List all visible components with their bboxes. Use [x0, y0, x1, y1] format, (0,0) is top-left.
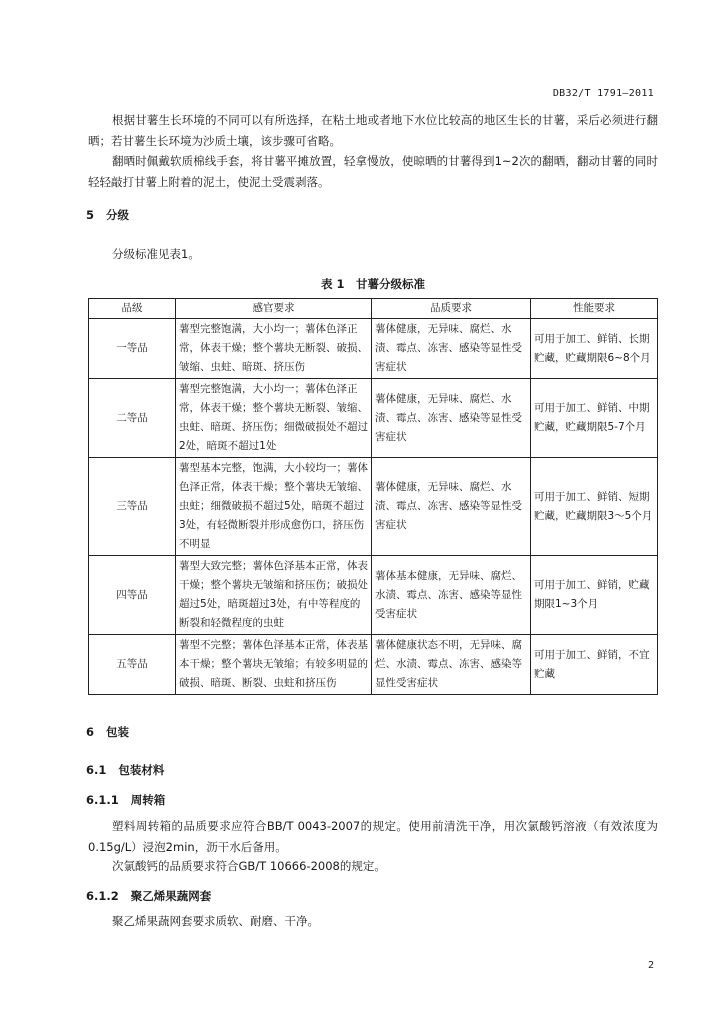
section-6-1-1-paragraph-2: 次氯酸钙的品质要求符合GB/T 10666-2008的规定。 — [112, 859, 386, 873]
grade-cell: 五等品 — [89, 635, 176, 695]
grade-cell: 四等品 — [89, 556, 176, 635]
performance-cell: 可用于加工、鲜销、短期贮藏，贮藏期限3～5个月 — [531, 458, 658, 556]
section-6-heading — [86, 724, 129, 740]
section-number: 6.1.2 — [86, 889, 119, 903]
grade-cell: 一等品 — [89, 319, 176, 379]
grade-table — [88, 298, 658, 695]
section-6-1-2-heading — [86, 888, 211, 904]
sensory-cell: 薯型大致完整；薯体色泽基本正常，体表干燥；整个薯块无皱缩和挤压伤；破损处超过5处，暗斑超过3处，有中等程度的断裂和轻微程度的虫蛀 — [176, 556, 372, 635]
section-title: 聚乙烯果蔬网套 — [130, 889, 212, 903]
column-header: 性能要求 — [531, 299, 658, 319]
section-5-text: 分级标准见表1。 — [112, 247, 200, 261]
sensory-cell: 薯型完整饱满，大小均一；薯体色泽正常，体表干燥；整个薯块无断裂、破损、皱缩、虫蛀、暗斑、挤压伤 — [176, 319, 372, 379]
section-title: 分级 — [106, 208, 130, 222]
table-row — [89, 556, 658, 635]
section-6-1-heading — [86, 762, 164, 778]
table-header-row — [89, 299, 658, 319]
section-6-1-2-paragraph-1: 聚乙烯果蔬网套要求质软、耐磨、干净。 — [112, 914, 319, 928]
quality-cell: 薯体健康，无异味、腐烂、水渍、霉点、冻害、感染等显性受害症状 — [372, 319, 531, 379]
performance-cell: 可用于加工、鲜销、长期贮藏，贮藏期限6~8个月 — [531, 319, 658, 379]
section-title: 周转箱 — [130, 793, 166, 807]
performance-cell: 可用于加工、鲜销、中期贮藏，贮藏期限5-7个月 — [531, 379, 658, 458]
grade-cell: 二等品 — [89, 379, 176, 458]
table-row — [89, 379, 658, 458]
section-title: 包装材料 — [118, 763, 165, 777]
quality-cell: 薯体健康，无异味、腐烂、水渍、霉点、冻害、感染等显性受害症状 — [372, 458, 531, 556]
performance-cell: 可用于加工、鲜销，不宜贮藏 — [531, 635, 658, 695]
section-5-heading — [86, 207, 129, 223]
quality-cell: 薯体基本健康，无异味、腐烂、水渍、霉点、冻害、感染等显性受害症状 — [372, 556, 531, 635]
section-number: 5 — [86, 208, 95, 222]
grade-cell: 三等品 — [89, 458, 176, 556]
performance-cell: 可用于加工、鲜销，贮藏期限1~3个月 — [531, 556, 658, 635]
table-title: 表 1 甘薯分级标准 — [320, 277, 425, 291]
section-title: 包装 — [106, 725, 130, 739]
column-header: 品质要求 — [372, 299, 531, 319]
section-number: 6.1.1 — [86, 793, 119, 807]
intro-paragraph-1: 根据甘薯生长环境的不同可以有所选择，在粘土地或者地下水位比较高的地区生长的甘薯，采后必须进行翻晒；若甘薯生长环境为沙质土壤，该步骤可省略。 — [88, 113, 658, 148]
section-6-1-1-paragraph-1: 塑料周转箱的品质要求应符合BB/T 0043-2007的规定。使用前清洗干净，用次氯酸钙溶液（有效浓度为0.15g/L）浸泡2min，沥干水后备用。 — [88, 819, 658, 854]
intro-paragraph-2: 翻晒时佩戴软质棉线手套，将甘薯平摊放置，轻拿慢放，使晾晒的甘薯得到1~2次的翻晒，翻动甘薯的同时轻轻敲打甘薯上附着的泥土，使泥土受震剥落。 — [88, 154, 658, 189]
table-row — [89, 458, 658, 556]
section-number: 6 — [86, 725, 95, 739]
table-row — [89, 635, 658, 695]
quality-cell: 薯体健康状态不明，无异味、腐烂、水渍、霉点、冻害、感染等显性受害症状 — [372, 635, 531, 695]
column-header: 感官要求 — [176, 299, 372, 319]
page-number: 2 — [647, 960, 654, 971]
sensory-cell: 薯型基本完整，饱满，大小较均一；薯体色泽正常，体表干燥；整个薯块无皱缩、虫蛀；细微破损不超过5处，暗斑不超过3处，有轻微断裂并形成愈伤口，挤压伤不明显 — [176, 458, 372, 556]
sensory-cell: 薯型不完整；薯体色泽基本正常，体表基本干燥；整个薯块无皱缩；有较多明显的破损、暗斑、断裂、虫蛀和挤压伤 — [176, 635, 372, 695]
document-code: DB32/T 1791—2011 — [552, 88, 654, 99]
column-header: 品级 — [89, 299, 176, 319]
section-number: 6.1 — [86, 763, 107, 777]
section-6-1-1-heading — [86, 792, 165, 808]
table-row — [89, 319, 658, 379]
sensory-cell: 薯型完整饱满，大小均一；薯体色泽正常，体表干燥；整个薯块无断裂、皱缩、虫蛀、暗斑、挤压伤；细微破损处不超过2处，暗斑不超过1处 — [176, 379, 372, 458]
quality-cell: 薯体健康，无异味、腐烂、水渍、霉点、冻害、感染等显性受害症状 — [372, 379, 531, 458]
